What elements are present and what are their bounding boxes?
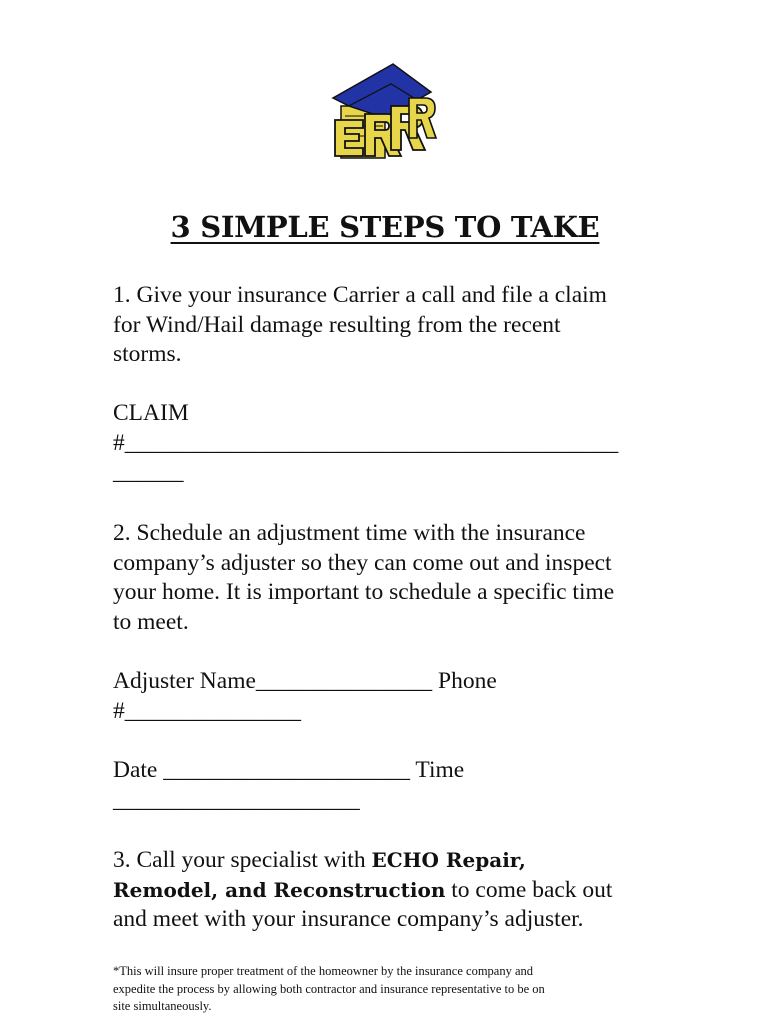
step-3-prefix: 3. Call your specialist with [113, 847, 372, 873]
step-2-line: your home. It is important to schedule a specific time [113, 579, 615, 605]
claim-field[interactable] [113, 399, 673, 488]
step-1-line: for Wind/Hail damage resulting from the recent [113, 311, 561, 338]
house-err-logo-icon [325, 62, 437, 164]
step-1-line: 1. Give your insurance Carrier a call and file a claim [113, 282, 607, 308]
date-time-fields[interactable] [113, 756, 673, 815]
step-2-line: to meet. [113, 608, 189, 635]
step-3-line: and meet with your insurance company’s adjuster. [113, 906, 584, 932]
step-2-line: 2. Schedule an adjustment time with the insurance [113, 520, 586, 546]
step-2 [113, 519, 673, 637]
claim-label: CLAIM [113, 400, 189, 426]
step-1 [113, 281, 673, 370]
step-3-suffix: to come back out [445, 876, 613, 903]
step-2-line: company’s adjuster so they can come out and inspect [113, 549, 612, 576]
footnote [113, 963, 653, 1016]
date-time-blank[interactable]: Date _____________________ Time [113, 757, 465, 783]
footnote-line: *This will insure proper treatment of the homeowner by the insurance company and [113, 964, 534, 978]
step-3-line [113, 846, 673, 876]
adjuster-name-phone-blank[interactable]: Adjuster Name_______________ Phone [113, 668, 497, 694]
step-1-line: storms. [113, 341, 182, 367]
time-blank[interactable]: _____________________ [113, 786, 360, 813]
footnote-line: expedite the process by allowing both contractor and insurance representative to be on [113, 981, 545, 996]
step-3-line [113, 876, 673, 906]
adjuster-phone-blank[interactable]: #_______________ [113, 697, 301, 724]
footnote-line: site simultaneously. [113, 999, 212, 1013]
adjuster-fields[interactable] [113, 667, 673, 726]
company-name-part-1: ECHO Repair, [371, 848, 526, 872]
company-name-part-2: Remodel, and Reconstruction [113, 877, 446, 902]
claim-number-blank[interactable]: #__________________________________________ [113, 429, 619, 456]
step-3 [113, 846, 673, 935]
page-title: 3 SIMPLE STEPS TO TAKE [170, 210, 600, 244]
logo-letter-r3 [409, 98, 436, 138]
logo-letter-e [335, 120, 363, 156]
claim-number-blank-continued[interactable]: ______ [113, 459, 184, 485]
